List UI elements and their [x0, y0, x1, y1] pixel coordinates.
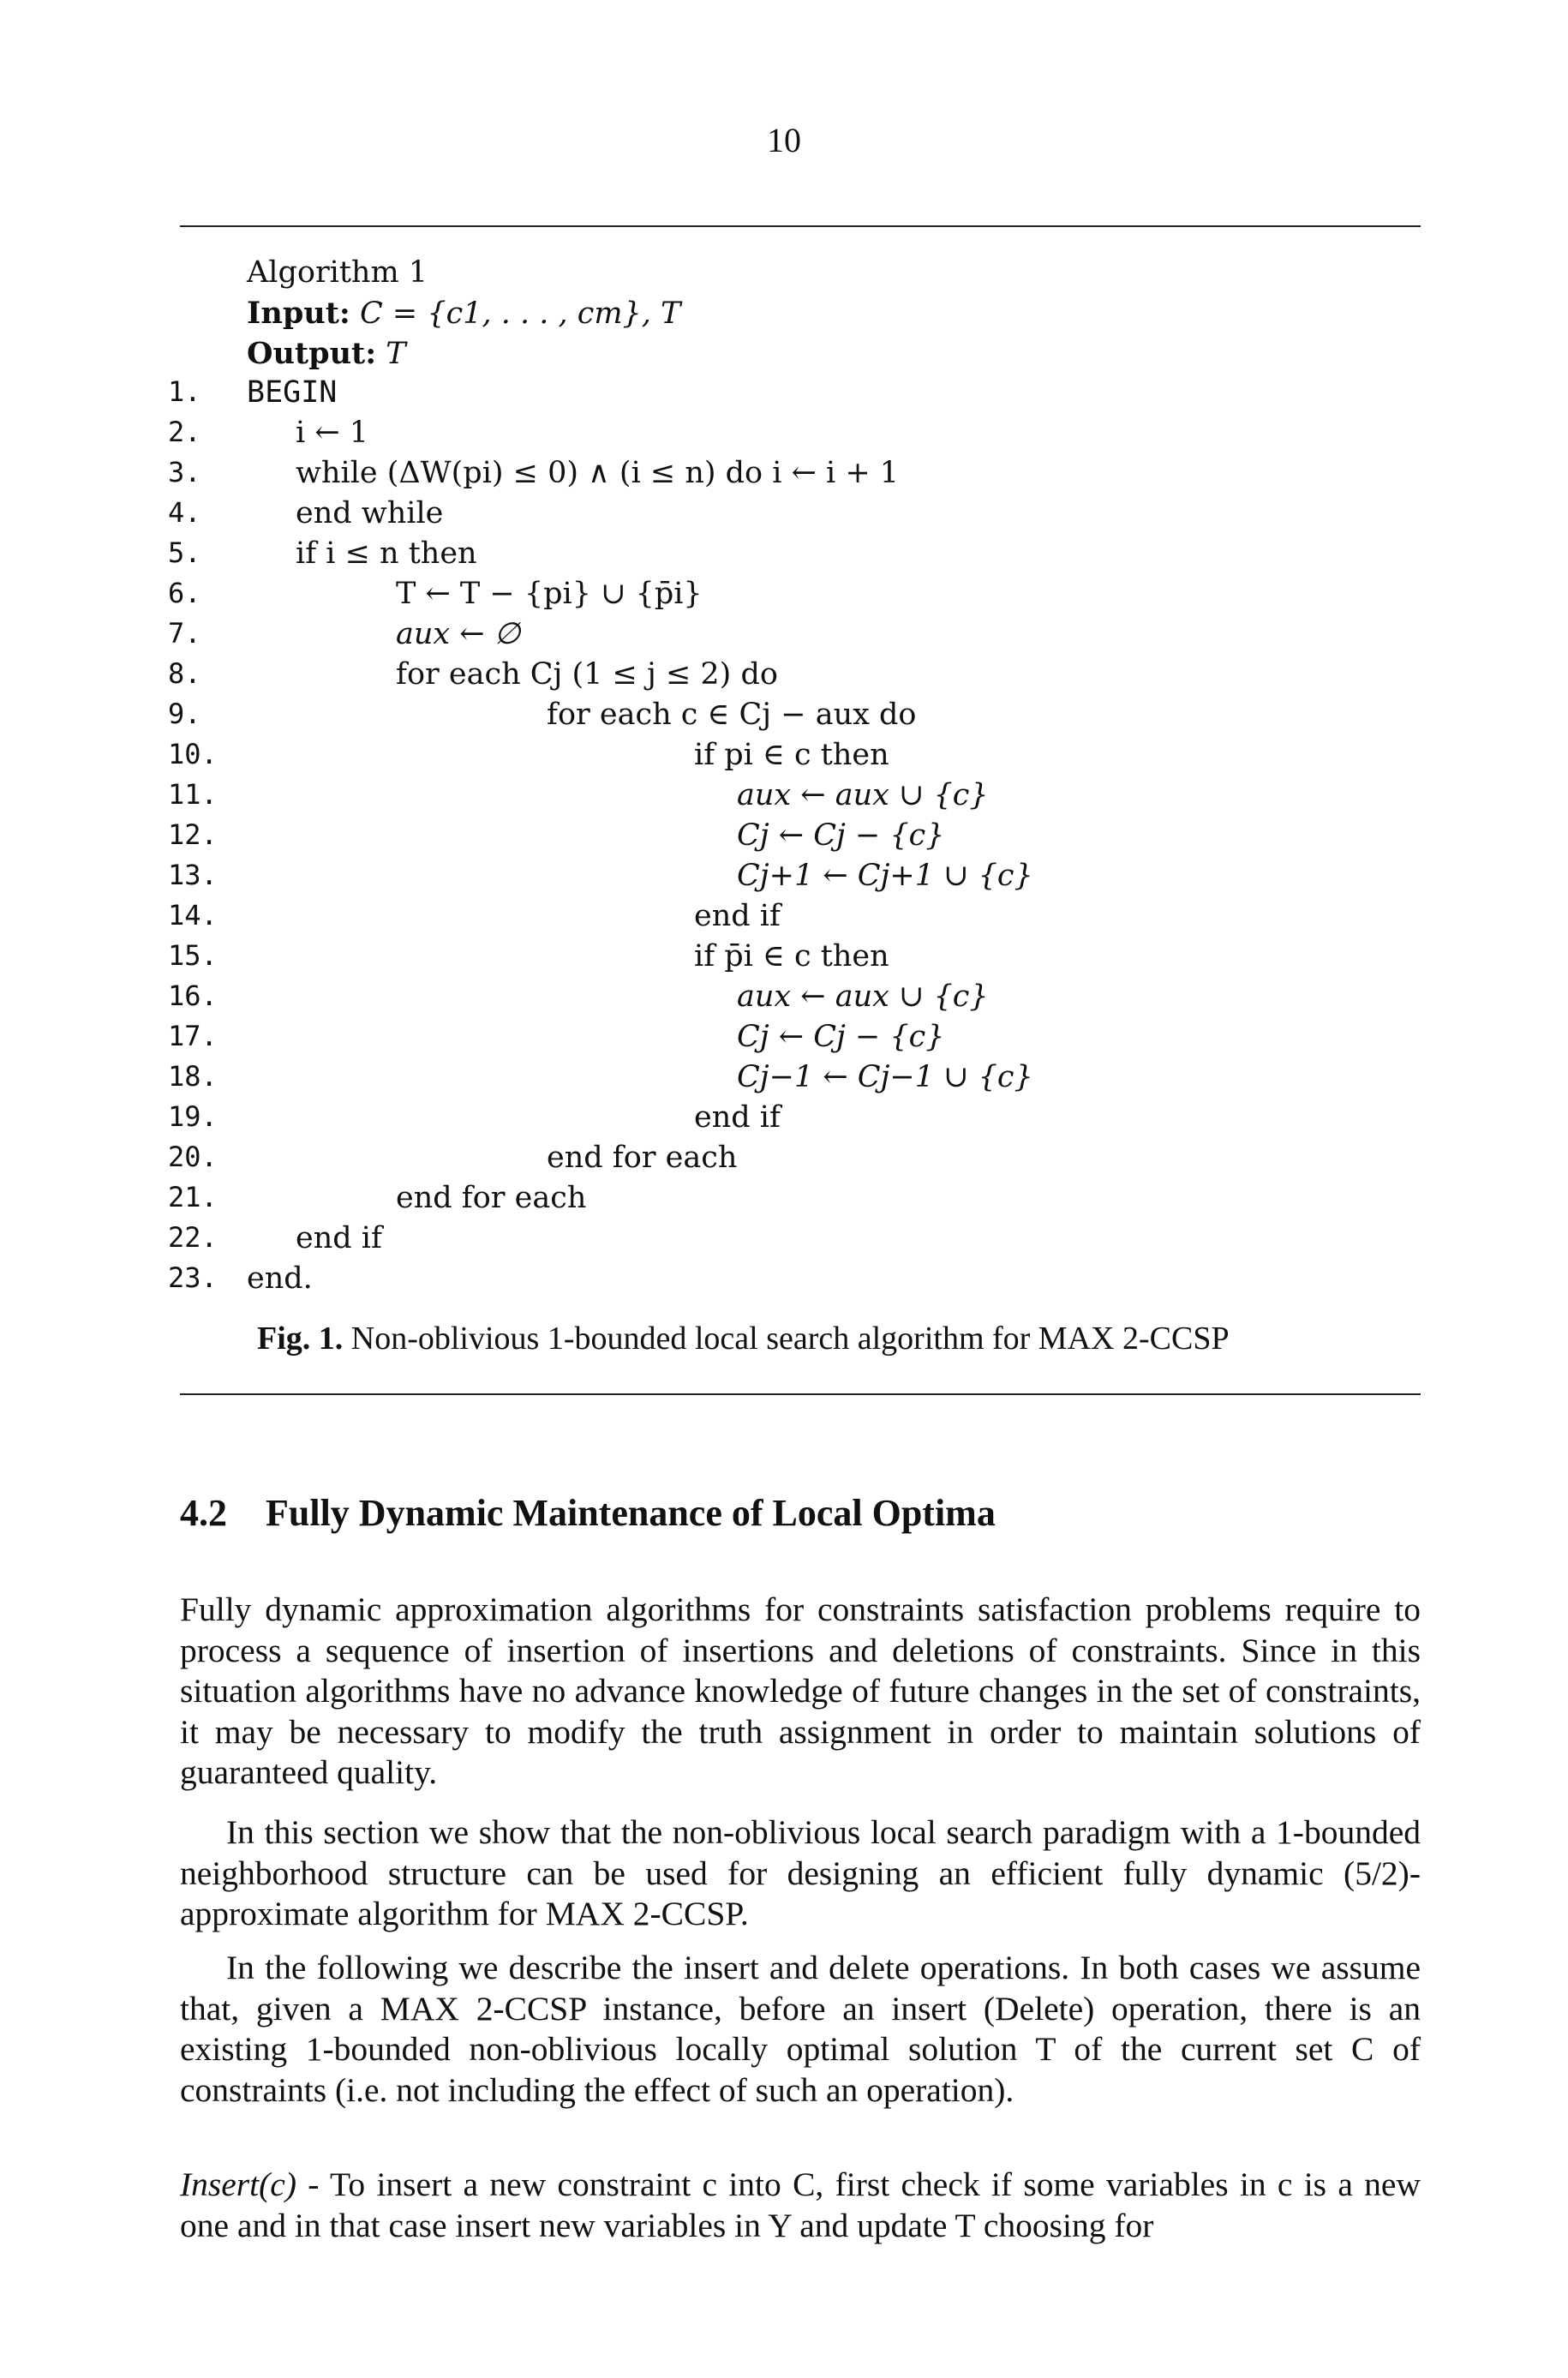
section-title: Fully Dynamic Maintenance of Local Optima: [266, 1492, 996, 1534]
paragraph: Insert(c) - To insert a new constraint c into C, first check if some variables in c is a new one and in that case insert new variables in Y and update T choosing for: [180, 2165, 1421, 2244]
figure-caption: [257, 1320, 1230, 1357]
algorithm-title: Algorithm 1: [247, 255, 428, 290]
output-label: Output:: [247, 336, 377, 371]
caption-label: Fig. 1.: [257, 1321, 344, 1357]
output-value: T: [386, 337, 406, 371]
section-heading: [180, 1491, 996, 1535]
paragraph: In the following we describe the insert and delete operations. In both cases we assume that, given a MAX 2-CCSP instance, before an insert (Delete) operation, there is an existing 1-bounded non-oblivious locally optimal solution T of the current set C of constraints (i.e. not including the effect of such an operation).: [180, 1949, 1421, 2109]
caption-text: Non-oblivious 1-bounded local search algorithm for MAX 2-CCSP: [350, 1321, 1230, 1357]
algorithm-figure: Algorithm 1 Input: C = {c1, . . . , cm}, T Output: T 1. BEGIN 2. i ← 1 3. while (ΔW(pi) ≤ 0) ∧ (i ≤ n) do i ← i + 1 4. end while 5. if i ≤ n then 6. T ← T − {pi} ∪ {p̄i} 7. aux ← ∅ 8. for each Cj (1 ≤ j ≤ 2) do 9. for each c ∈ Cj − aux do 10. if pi ∈ c then 11. aux ← aux ∪ {c} 12. Cj ← Cj − {c} 13. Cj+1 ← Cj+1 ∪ {c} 14. end if 15. if p̄i ∈ c then 16. aux ← aux ∪ {c} 17. Cj ← Cj − {c} 18. Cj−1 ← Cj−1 ∪ {c} 19. end if 20. end for each 21. end for each 22. end if 23. end.: [168, 255, 1033, 1296]
section-number: 4.2: [180, 1492, 227, 1534]
paragraph: Fully dynamic approximation algorithms for constraints satisfaction problems require to process a sequence of insertion of insertions and deletions of constraints. Since in this situation algorithms have no advance knowledge of future changes in the set of constraints, it may be necessary to modify the truth assignment in order to maintain solutions of guaranteed quality.: [180, 1590, 1421, 1791]
insert-operation-label: Insert(c): [180, 2165, 296, 2203]
input-value: C = {c1, . . . , cm}, T: [359, 297, 681, 331]
input-label: Input:: [247, 296, 350, 331]
paragraph: In this section we show that the non-oblivious local search paradigm with a 1-bounded neighborhood structure can be used for designing an efficient fully dynamic (5/2)-approximate algorithm for MAX 2-CCSP.: [180, 1813, 1421, 1932]
figure-bottom-rule: [180, 1393, 1421, 1395]
algorithm-output: [247, 336, 406, 371]
page-number: 10: [767, 121, 801, 159]
algorithm-input: [247, 296, 680, 331]
